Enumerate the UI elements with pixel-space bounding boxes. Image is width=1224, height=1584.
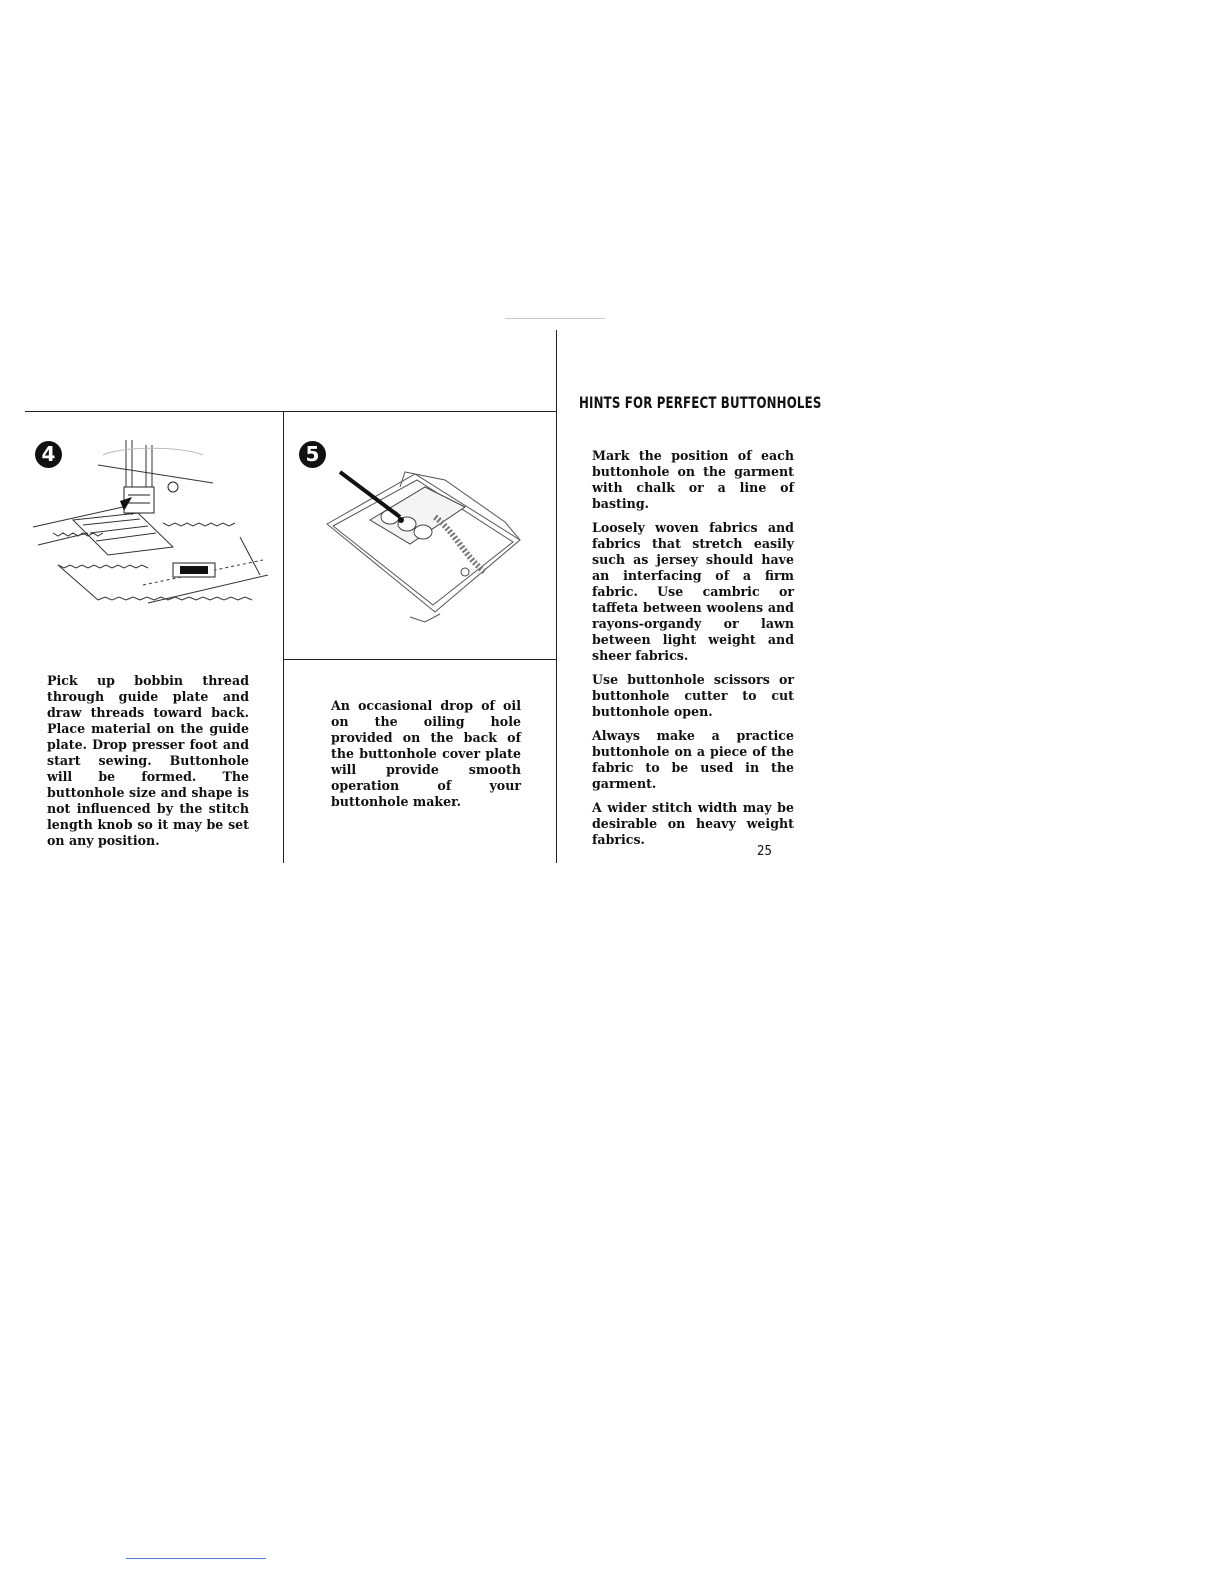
hint-paragraph: A wider stitch width may be desirable on heavy weight fabrics. <box>592 800 794 847</box>
hints-list <box>592 448 794 856</box>
buttonhole-cover-plate-illustration <box>315 462 535 632</box>
page-number: 25 <box>757 844 772 859</box>
hint-paragraph: Loosely woven fabrics and fabrics that stretch easily such as jersey should have an interfacing of a firm fabric. Use cambric or taffeta between woolens and rayons-organdy or lawn between light weight and sheer fabrics. <box>592 520 794 663</box>
presser-foot-illustration <box>28 425 278 625</box>
hints-heading: HINTS FOR PERFECT BUTTONHOLES <box>579 393 822 412</box>
step-4-badge: 4 <box>35 441 62 468</box>
column-divider-left <box>283 411 284 863</box>
bottom-link-underline <box>126 1558 266 1559</box>
hint-paragraph: Use buttonhole scissors or buttonhole cutter to cut buttonhole open. <box>592 672 794 719</box>
top-rule <box>25 411 557 412</box>
hint-paragraph: Mark the position of each buttonhole on the garment with chalk or a line of basting. <box>592 448 794 511</box>
step-5-caption: An occasional drop of oil on the oiling hole provided on the back of the buttonhole cover plate will provide smooth operation of your buttonhole maker. <box>331 698 521 809</box>
scan-mark <box>505 318 605 319</box>
hint-paragraph: Always make a practice buttonhole on a piece of the fabric to be used in the garment. <box>592 728 794 791</box>
middle-rule <box>284 659 557 660</box>
step-5-badge: 5 <box>299 441 326 468</box>
column-divider-right <box>556 330 557 863</box>
step-4-caption: Pick up bobbin thread through guide plate and draw threads toward back. Place material on the guide plate. Drop presser foot and start sewing. Buttonhole will be formed. The buttonhole size and shape is not influenced by the stitch length knob so it may be set on any position. <box>47 673 249 848</box>
